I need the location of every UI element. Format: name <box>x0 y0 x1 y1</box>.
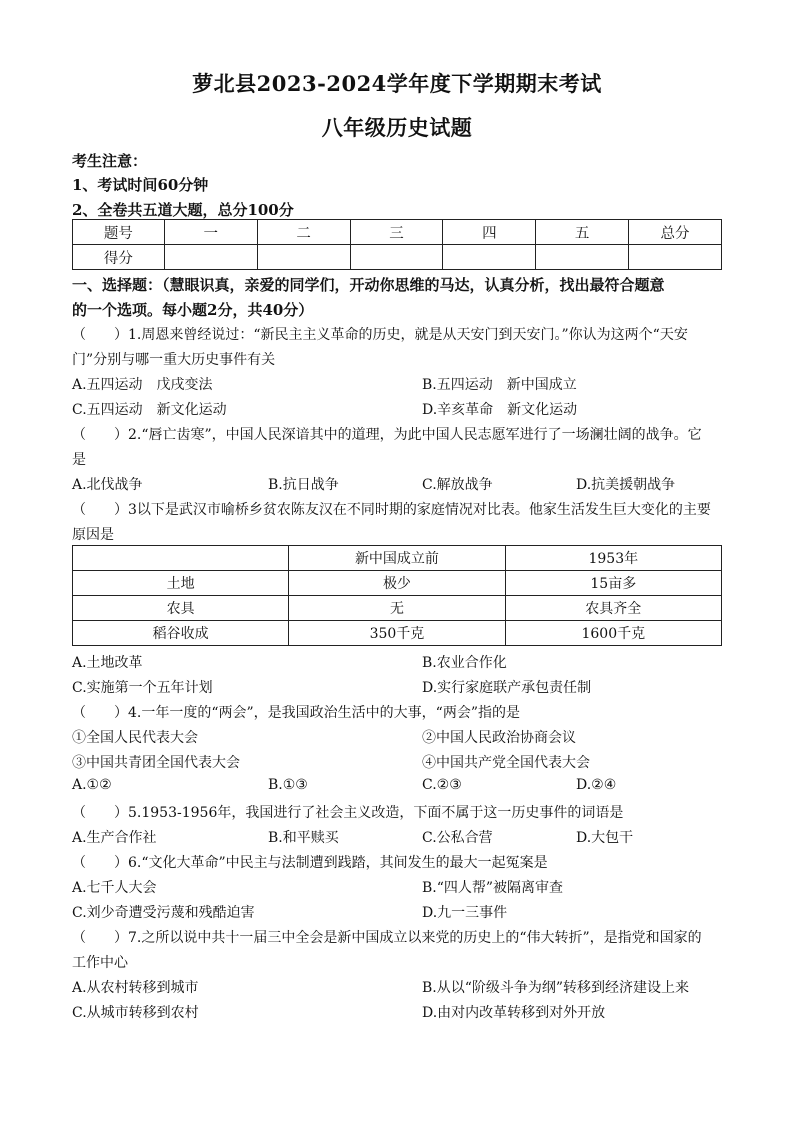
q1-option-b: B.五四运动 新中国成立 <box>422 377 577 393</box>
question-1-line2: 门”分别与哪一重大历史事件有关 <box>72 352 276 368</box>
q6-option-a: A.七千人大会 <box>72 880 157 896</box>
q2-option-c: C.解放战争 <box>422 477 493 493</box>
question-1-line1: （ ）1.周恩来曾经说过：“新民主主义革命的历史，就是从天安门到天安门。”你认为这两个“天安 <box>72 327 688 343</box>
table-header-cell <box>73 546 289 571</box>
q6-option-c: C.刘少奇遭受污蔑和残酷迫害 <box>72 905 255 921</box>
q2-option-b: B.抗日战争 <box>268 477 339 493</box>
q7-option-a: A.从农村转移到城市 <box>72 980 199 996</box>
score-input-cell <box>257 245 350 270</box>
score-cell: 题号 <box>73 220 165 245</box>
q2-option-a: A.北伐战争 <box>72 477 143 493</box>
q4-item-4: ④中国共产党全国代表大会 <box>422 755 590 771</box>
q7-option-d: D.由对内改革转移到对外开放 <box>422 1005 606 1021</box>
section1-heading-line2: 的一个选项。每小题2分，共40分） <box>72 301 314 319</box>
table-cell: 稻谷收成 <box>73 621 289 646</box>
q1-option-d: D.辛亥革命 新文化运动 <box>422 402 578 418</box>
q6-option-d: D.九一三事件 <box>422 905 508 921</box>
table-cell: 350千克 <box>289 621 505 646</box>
table-header-cell: 新中国成立前 <box>289 546 505 571</box>
q4-option-d: D.②④ <box>576 777 617 793</box>
exam-title: 萝北县2023-2024学年度下学期期末考试 <box>192 71 602 96</box>
score-input-cell <box>536 245 629 270</box>
score-cell: 四 <box>443 220 536 245</box>
section1-heading-line1: 一、选择题：（慧眼识真，亲爱的同学们，开动你思维的马达，认真分析，找出最符合题意 <box>72 276 665 294</box>
question-3-line1: （ ）3以下是武汉市喻桥乡贫农陈友汉在不同时期的家庭情况对比表。他家生活发生巨大变化的主要 <box>72 502 711 518</box>
q5-option-d: D.大包干 <box>576 830 634 846</box>
question-2-line1: （ ）2.“唇亡齿寒”，中国人民深谙其中的道理，为此中国人民志愿军进行了一场澜壮阔的战争。它 <box>72 427 702 443</box>
q3-option-b: B.农业合作化 <box>422 655 507 671</box>
table-cell: 15亩多 <box>505 571 721 596</box>
score-cell: 一 <box>164 220 257 245</box>
score-cell: 三 <box>350 220 443 245</box>
q3-option-d: D.实行家庭联产承包责任制 <box>422 680 592 696</box>
q5-option-c: C.公私合营 <box>422 830 493 846</box>
table-row <box>73 245 722 270</box>
exam-subtitle: 八年级历史试题 <box>321 115 473 140</box>
score-input-cell <box>164 245 257 270</box>
q7-option-b: B.从以“阶级斗争为纲”转移到经济建设上来 <box>422 980 690 996</box>
q5-option-b: B.和平赎买 <box>268 830 339 846</box>
question-6-line1: （ ）6.“文化大革命”中民主与法制遭到践踏，其间发生的最大一起冤案是 <box>72 855 548 871</box>
q4-item-2: ②中国人民政治协商会议 <box>422 730 576 746</box>
q4-option-c: C.②③ <box>422 777 462 793</box>
question-5-line1: （ ）5.1953-1956年，我国进行了社会主义改造，下面不属于这一历史事件的词语是 <box>72 805 624 821</box>
score-cell: 总分 <box>629 220 722 245</box>
table-cell: 农具齐全 <box>505 596 721 621</box>
table-cell: 土地 <box>73 571 289 596</box>
q4-item-1: ①全国人民代表大会 <box>72 730 198 746</box>
score-table <box>72 219 722 270</box>
table-cell: 极少 <box>289 571 505 596</box>
notice-item-total: 2、全卷共五道大题，总分100分 <box>72 201 294 219</box>
question-7-line1: （ ）7.之所以说中共十一届三中全会是新中国成立以来党的历史上的“伟大转折”，是指党和国家的 <box>72 930 702 946</box>
q1-option-a: A.五四运动 戊戌变法 <box>72 377 213 393</box>
notice-item-time: 1、考试时间60分钟 <box>72 176 209 194</box>
table-row <box>73 596 722 621</box>
question-2-line2: 是 <box>72 452 86 468</box>
q3-option-a: A.土地改革 <box>72 655 143 671</box>
score-cell: 二 <box>257 220 350 245</box>
table-row <box>73 220 722 245</box>
score-input-cell <box>443 245 536 270</box>
notice-heading: 考生注意： <box>72 152 148 170</box>
comparison-table <box>72 545 722 646</box>
table-row <box>73 546 722 571</box>
q4-item-3: ③中国共青团全国代表大会 <box>72 755 240 771</box>
table-cell: 1600千克 <box>505 621 721 646</box>
question-3-line2: 原因是 <box>72 527 114 543</box>
table-cell: 农具 <box>73 596 289 621</box>
q4-option-b: B.①③ <box>268 777 308 793</box>
q4-option-a: A.①② <box>72 777 112 793</box>
question-7-line2: 工作中心 <box>72 955 128 971</box>
question-4-line1: （ ）4.一年一度的“两会”，是我国政治生活中的大事，“两会”指的是 <box>72 705 520 721</box>
q7-option-c: C.从城市转移到农村 <box>72 1005 199 1021</box>
q5-option-a: A.生产合作社 <box>72 830 157 846</box>
q1-option-c: C.五四运动 新文化运动 <box>72 402 227 418</box>
q2-option-d: D.抗美援朝战争 <box>576 477 676 493</box>
table-row <box>73 571 722 596</box>
table-header-cell: 1953年 <box>505 546 721 571</box>
q3-option-c: C.实施第一个五年计划 <box>72 680 213 696</box>
score-cell: 五 <box>536 220 629 245</box>
q6-option-b: B.“四人帮”被隔离审查 <box>422 880 564 896</box>
score-input-cell <box>350 245 443 270</box>
score-input-cell <box>629 245 722 270</box>
score-cell: 得分 <box>73 245 165 270</box>
table-cell: 无 <box>289 596 505 621</box>
table-row <box>73 621 722 646</box>
